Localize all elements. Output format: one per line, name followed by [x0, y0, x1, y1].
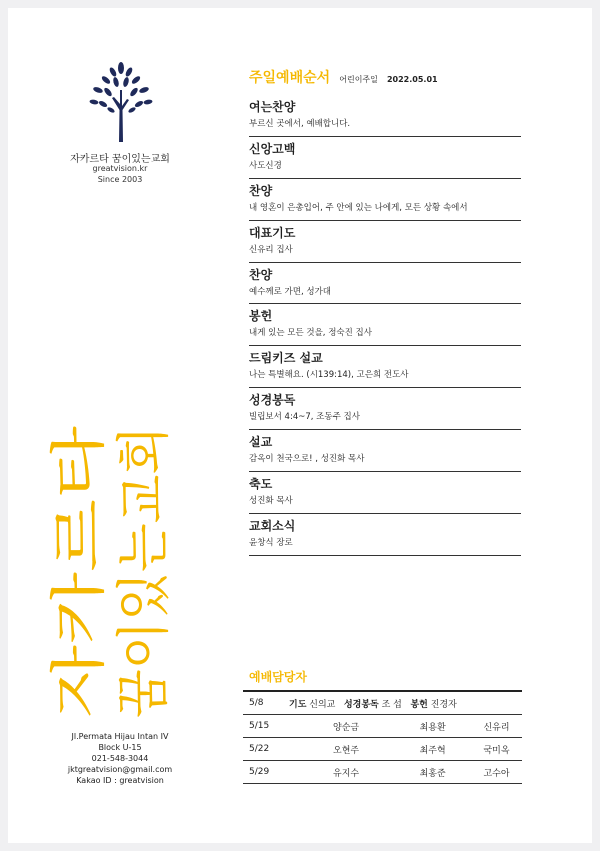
duty-label: 성경봉독 — [343, 699, 379, 710]
order-item-title: 봉헌 — [249, 309, 273, 324]
email: jktgreatvision@gmail.com — [67, 765, 173, 774]
vertical-church-name — [47, 405, 204, 718]
order-item-title: 찬양 — [249, 183, 273, 198]
order-item-title: 축도 — [249, 477, 273, 492]
order-date: 2022.05.01 — [386, 75, 438, 84]
order-item-title: 성경봉독 — [249, 393, 296, 408]
big-name-line2: 꿈이있는교회 — [112, 405, 175, 718]
order-item — [249, 346, 521, 388]
order-item-title: 교회소식 — [249, 518, 296, 533]
duty-date: 5/29 — [243, 761, 283, 784]
order-item-detail: 부르신 곳에서, 예배합니다. — [249, 119, 351, 129]
order-item-title: 신앙고백 — [249, 141, 296, 156]
duty-table — [243, 690, 522, 784]
order-item — [249, 304, 521, 346]
duty-title: 예배담당자 — [249, 670, 307, 684]
duty-date: 5/15 — [243, 715, 283, 738]
table-row — [243, 715, 522, 738]
duty-cell — [283, 691, 522, 715]
order-item-detail: 내 영혼이 은총입어, 주 안에 있는 나에게, 모든 상황 속에서 — [249, 202, 468, 213]
address-line: Block U-15 — [98, 743, 142, 752]
order-item — [249, 388, 521, 430]
table-row — [243, 738, 522, 761]
tree-logo-icon — [86, 60, 156, 142]
order-item-detail: 성진화 목사 — [249, 496, 293, 507]
order-item — [249, 95, 521, 137]
order-item-title: 여는찬양 — [249, 100, 296, 114]
order-subtitle: 어린이주일 — [339, 75, 378, 84]
duty-name: 고수아 — [463, 761, 522, 784]
duty-name: 최주혁 — [380, 738, 464, 761]
order-item-detail: 신유리 집사 — [249, 244, 293, 255]
church-website: greatvision.kr — [92, 164, 148, 173]
order-item — [249, 430, 521, 472]
duty-name: 최홍준 — [380, 761, 464, 784]
duty-date: 5/22 — [243, 738, 283, 761]
church-address — [40, 731, 200, 786]
table-row — [243, 761, 522, 784]
duty-name: 유지수 — [283, 761, 380, 784]
duty-name: 양순금 — [283, 715, 380, 738]
order-header — [249, 67, 438, 87]
church-name: 자카르타 꿈이있는교회 — [70, 154, 170, 165]
order-item-detail: 예수께로 가면, 성가대 — [249, 286, 332, 297]
order-item — [249, 179, 521, 221]
duty-name: 진경자 — [430, 699, 457, 710]
table-row — [243, 691, 522, 715]
order-item — [249, 263, 521, 305]
order-item — [249, 221, 521, 263]
kakao-id: Kakao ID : greatvision — [76, 776, 164, 785]
order-item-detail: 내게 있는 모든 것을, 정숙진 집사 — [249, 328, 372, 339]
duty-name: 최용환 — [380, 715, 464, 738]
order-item-title: 찬양 — [249, 267, 273, 282]
duty-name: 신유리 — [463, 715, 522, 738]
duty-name: 오현주 — [283, 738, 380, 761]
order-item-title: 드림키즈 설교 — [249, 351, 323, 366]
order-item-detail: 빌립보서 4:4~7, 조동주 집사 — [249, 412, 360, 423]
duty-name: 신의교 — [309, 699, 336, 710]
church-since: Since 2003 — [97, 175, 143, 184]
worship-order-list — [249, 95, 521, 556]
order-item-title: 설교 — [249, 435, 273, 450]
duty-label: 기도 — [289, 699, 307, 710]
order-item — [249, 472, 521, 514]
order-item-detail: 나는 특별해요. (시139:14), 고은희 전도사 — [249, 370, 409, 381]
phone: 021-548-3044 — [91, 754, 149, 763]
duty-label: 봉헌 — [410, 699, 428, 710]
order-item-title: 대표기도 — [249, 225, 296, 240]
duty-date: 5/8 — [243, 691, 283, 715]
duty-name: 국미옥 — [463, 738, 522, 761]
address-line: Jl.Permata Hijau Intan IV — [71, 732, 169, 741]
order-title: 주일예배순서 — [249, 70, 331, 86]
order-item-detail: 감옥이 천국으로! , 성진화 목사 — [249, 454, 365, 465]
order-item-detail: 사도신경 — [249, 160, 282, 171]
order-item-detail: 윤창식 장로 — [249, 537, 293, 548]
duty-name: 조 섭 — [381, 699, 402, 710]
order-item — [249, 514, 521, 556]
big-name-line1: 자카르타 — [47, 501, 112, 718]
order-item — [249, 137, 521, 179]
